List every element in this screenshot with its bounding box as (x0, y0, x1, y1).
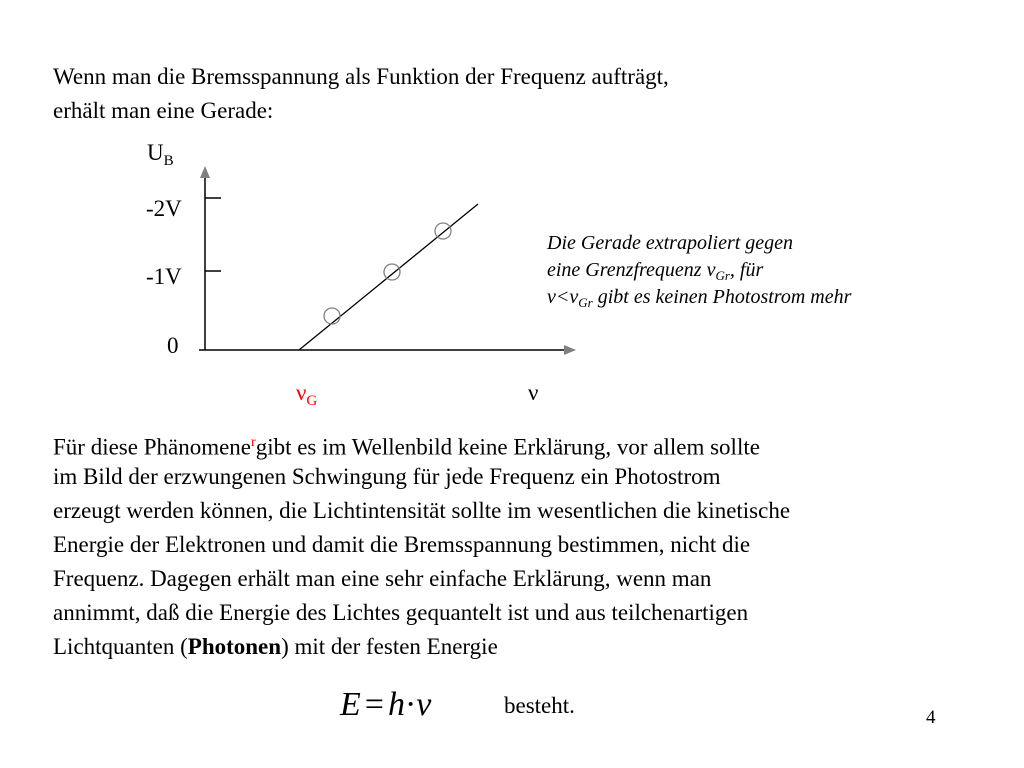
y-axis-label: $U_B$ (147, 140, 174, 169)
intro-line-1: Wenn man die Bremsspannung als Funktion der Frequenz aufträgt, (53, 64, 669, 89)
data-point (384, 264, 400, 280)
para-line-7: Lichtquanten (Photonen) mit der festen Energie (53, 634, 498, 659)
data-point (324, 308, 340, 324)
para-line-5: Frequenz. Dagegen erhält man eine sehr einfache Erklärung, wenn man (53, 566, 712, 591)
page-number: 4 (926, 707, 936, 728)
data-point (435, 223, 451, 239)
para-line-3: erzeugt werden können, die Lichtintensität sollte im wesentlichen die kinetische (53, 498, 791, 523)
footnote-mark: r (251, 435, 256, 450)
formula-suffix: besteht. (504, 693, 575, 718)
para-line-4: Energie der Elektronen und damit die Bremsspannung bestimmen, nicht die (53, 532, 751, 557)
note-line-1: Die Gerade extrapoliert gegen (547, 232, 794, 254)
tick-label-1v: -1V (146, 264, 182, 289)
para-line-2: im Bild der erzwungenen Schwingung für jede Frequenz ein Photostrom (53, 464, 721, 489)
x-axis-label: ν (528, 380, 539, 405)
energy-formula: E = h·ν (340, 686, 432, 723)
regression-line (299, 204, 478, 350)
tick-label-0: 0 (167, 333, 179, 358)
graph-note (547, 230, 851, 311)
body-paragraph (53, 426, 790, 664)
threshold-frequency-label: $\nu_G$ (296, 380, 318, 409)
x-axis-arrow (564, 345, 576, 355)
y-axis-arrow (200, 166, 210, 178)
note-line-2: eine Grenzfrequenz $\nu_{Gr}$, für (547, 259, 764, 283)
para-line-6: annimmt, daß die Energie des Lichtes gequantelt ist und aus teilchenartigen (53, 600, 749, 625)
intro-line-2: erhält man eine Gerade: (53, 98, 274, 123)
note-line-3: $\nu<\nu_{Gr}$ gibt es keinen Photostrom mehr (547, 286, 852, 310)
para-line-1: Für diese Phänomene$^r$gibt es im Wellenbild keine Erklärung, vor allem sollte (53, 434, 760, 460)
tick-label-2v: -2V (146, 196, 182, 221)
